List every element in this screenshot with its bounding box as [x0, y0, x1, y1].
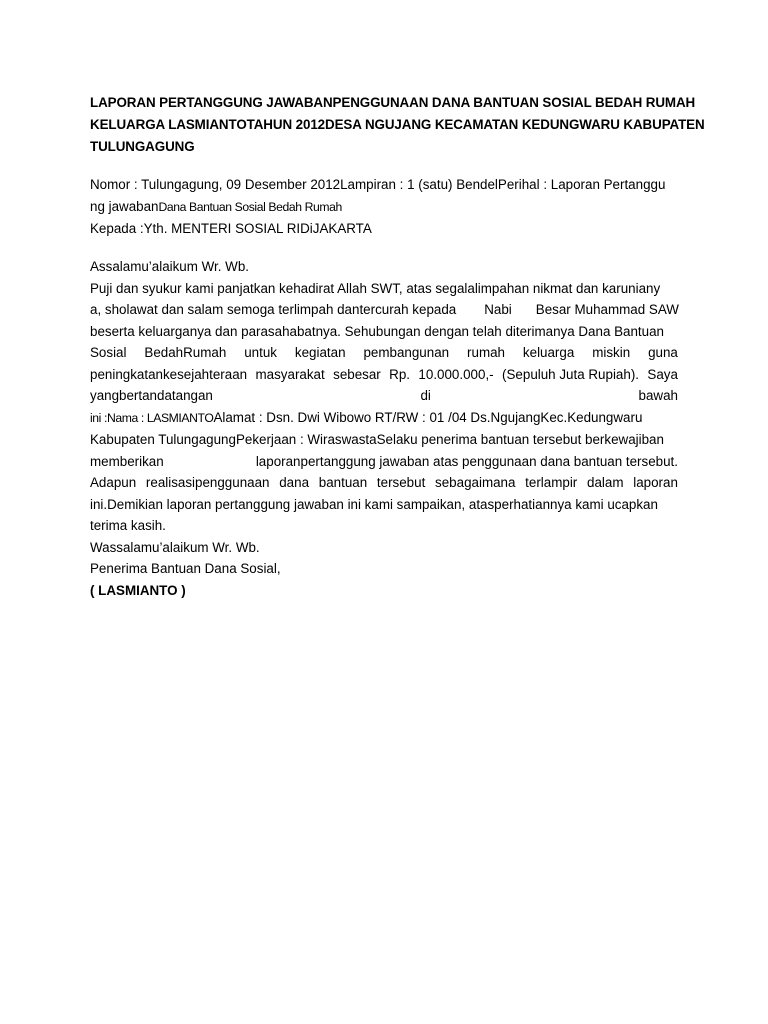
body-line-2 [90, 299, 678, 321]
w: 10.000.000,- [418, 366, 494, 382]
body-line-12: terima kasih. [90, 518, 166, 533]
w: laporan [633, 475, 678, 490]
w: peningkatankesejahteraan [90, 366, 248, 382]
perihal-cont-a: ng jawaban [90, 199, 159, 214]
w: rumah [467, 345, 505, 360]
penerima-label: Penerima Bantuan Dana Sosial, [90, 561, 281, 576]
body-line-1: Puji dan syukur kami panjatkan kehadirat Allah SWT, atas segalalimpahan nikmat dan karuniany [90, 280, 661, 296]
w: realisasipenggunaan [145, 475, 270, 490]
w: dalam [587, 475, 624, 490]
body-line-3: beserta keluarganya dan parasahabatnya. Sehubungan dengan telah diterimanya Dana Bantuan [90, 323, 664, 339]
nama-field: ini :Nama : LASMIANTO [90, 410, 214, 425]
w: sebagaimana [435, 475, 516, 490]
letter-header [90, 174, 678, 240]
w: Sosial [90, 345, 127, 360]
title-line-1: LAPORAN PERTANGGUNG JAWABANPENGGUNAAN DANA BANTUAN SOSIAL BEDAH RUMAH [90, 95, 696, 110]
signature-name: ( LASMIANTO ) [90, 582, 186, 598]
body-line-2-a: a, sholawat dan salam semoga terlimpah dantercurah kepada [90, 302, 457, 317]
w: tersebut [376, 475, 426, 490]
letter-body [90, 256, 678, 601]
w: bawah [638, 388, 678, 403]
body-line-4 [90, 342, 678, 364]
title-line-3: TULUNGAGUNG [90, 139, 195, 154]
w: dana [279, 475, 310, 490]
w: bantuan [318, 475, 368, 490]
w: laporanpertanggung jawaban atas penggunaan dana bantuan tersebut. [255, 453, 678, 469]
kepada-line: Kepada :Yth. MENTERI SOSIAL RIDiJAKARTA [90, 221, 372, 236]
document-title [90, 92, 705, 158]
body-line-2-b: Nabi [484, 302, 512, 317]
salam-close: Wassalamu’alaikum Wr. Wb. [90, 539, 260, 555]
body-line-6 [90, 385, 678, 407]
salam-open: Assalamu’alaikum Wr. Wb. [90, 259, 249, 274]
body-line-5 [90, 364, 678, 386]
document-page [90, 92, 705, 601]
w: BedahRumah [144, 345, 227, 360]
nomor-line: Nomor : Tulungagung, 09 Desember 2012Lampiran : 1 (satu) BendelPerihal : Laporan Pertanggu [90, 177, 666, 192]
w: Rp. [389, 366, 411, 382]
w: pembangunan [363, 345, 450, 360]
w: Saya [647, 366, 678, 382]
w: sebesar [333, 366, 381, 382]
w: guna [648, 345, 678, 360]
w: terlampir [525, 475, 578, 490]
w: Adapun [90, 475, 137, 490]
perihal-cont-b: Dana Bantuan Sosial Bedah Rumah [158, 200, 342, 214]
w: memberikan [90, 453, 164, 469]
body-line-9 [90, 451, 678, 473]
w: miskin [592, 345, 631, 360]
alamat-field: Alamat : Dsn. Dwi Wibowo RT/RW : 01 /04 Ds.NgujangKec.Kedungwaru [213, 409, 643, 425]
w: (Sepuluh Juta Rupiah). [502, 366, 639, 382]
w: kegiatan [294, 345, 346, 360]
title-line-2: KELUARGA LASMIANTOTAHUN 2012DESA NGUJANG KECAMATAN KEDUNGWARU KABUPATEN [90, 117, 705, 132]
w: di [420, 388, 431, 403]
w: untuk [244, 345, 277, 360]
body-line-10 [90, 472, 678, 494]
w: keluarga [522, 345, 575, 360]
body-line-8: Kabupaten TulungagungPekerjaan : WiraswastaSelaku penerima bantuan tersebut berkewajiban [90, 432, 664, 447]
perihal-continuation [90, 196, 678, 218]
w: masyarakat [255, 366, 325, 382]
body-line-2-c: Besar Muhammad SAW [535, 302, 679, 317]
w: yangbertandatangan [90, 388, 213, 403]
body-line-11: ini.Demikian laporan pertanggung jawaban ini kami sampaikan, atasperhatiannya kami ucapkan [90, 496, 658, 512]
body-line-7 [90, 407, 678, 430]
